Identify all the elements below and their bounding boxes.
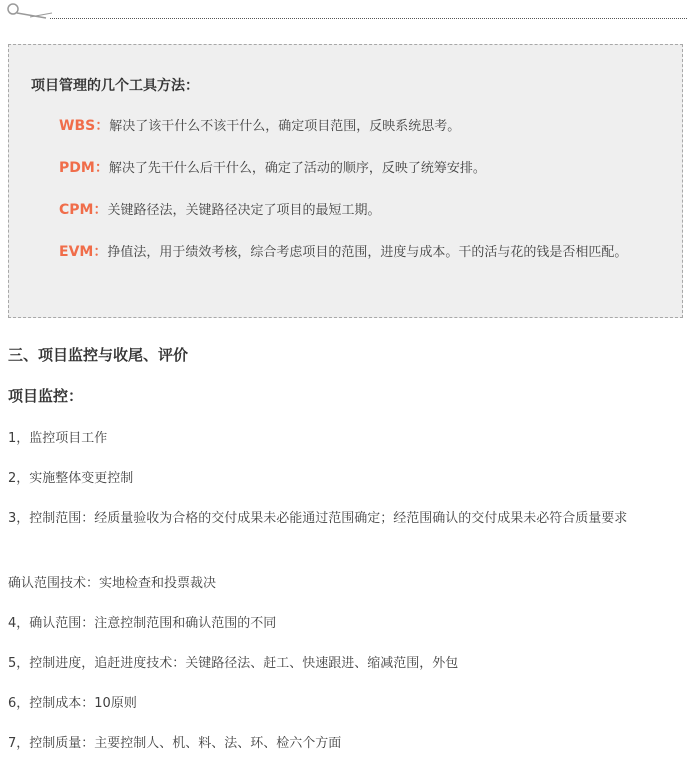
note-item-evm (29, 239, 669, 266)
desc-pdm: 解决了先干什么后干什么，确定了活动的顺序，反映了统筹安排。 (108, 161, 486, 176)
term-wbs: WBS： (59, 118, 110, 134)
section-heading: 三、项目监控与收尾、评价 (8, 346, 189, 364)
term-evm: EVM： (59, 244, 108, 260)
paragraph-8: 7，控制质量：主要控制人、机、料、法、环、检六个方面 (8, 736, 342, 751)
paragraph-7: 6，控制成本：10原则 (8, 696, 137, 711)
top-divider (0, 0, 693, 22)
note-item-cpm (29, 197, 669, 224)
note-item-wbs (29, 113, 669, 140)
term-cpm: CPM： (59, 202, 108, 218)
magnifier-icon (6, 2, 54, 22)
desc-wbs: 解决了该干什么不该干什么，确定项目范围，反映系统思考。 (109, 119, 461, 134)
paragraph-2: 2，实施整体变更控制 (8, 471, 134, 486)
subheading-monitoring: 项目监控： (8, 387, 84, 405)
paragraph-1: 1，监控项目工作 (8, 431, 108, 446)
paragraph-4: 确认范围技术：实地检查和投票裁决 (8, 576, 217, 591)
note-title: 项目管理的几个工具方法： (31, 78, 199, 94)
paragraph-6: 5，控制进度，追赶进度技术：关键路径法、赶工、快速跟进、缩减范围，外包 (8, 656, 459, 671)
paragraph-3: 3，控制范围：经质量验收为合格的交付成果未必能通过范围确定；经范围确认的交付成果未必符合质量要求 (8, 511, 628, 526)
note-item-pdm (29, 155, 669, 182)
dotted-line (50, 18, 687, 19)
term-pdm: PDM： (59, 160, 109, 176)
paragraph-5: 4，确认范围：注意控制范围和确认范围的不同 (8, 616, 277, 631)
tools-note-box (8, 44, 683, 318)
desc-cpm: 关键路径法，关键路径决定了项目的最短工期。 (107, 203, 381, 218)
desc-evm: 挣值法，用于绩效考核，综合考虑项目的范围，进度与成本。干的活与花的钱是否相匹配。 (107, 245, 628, 260)
